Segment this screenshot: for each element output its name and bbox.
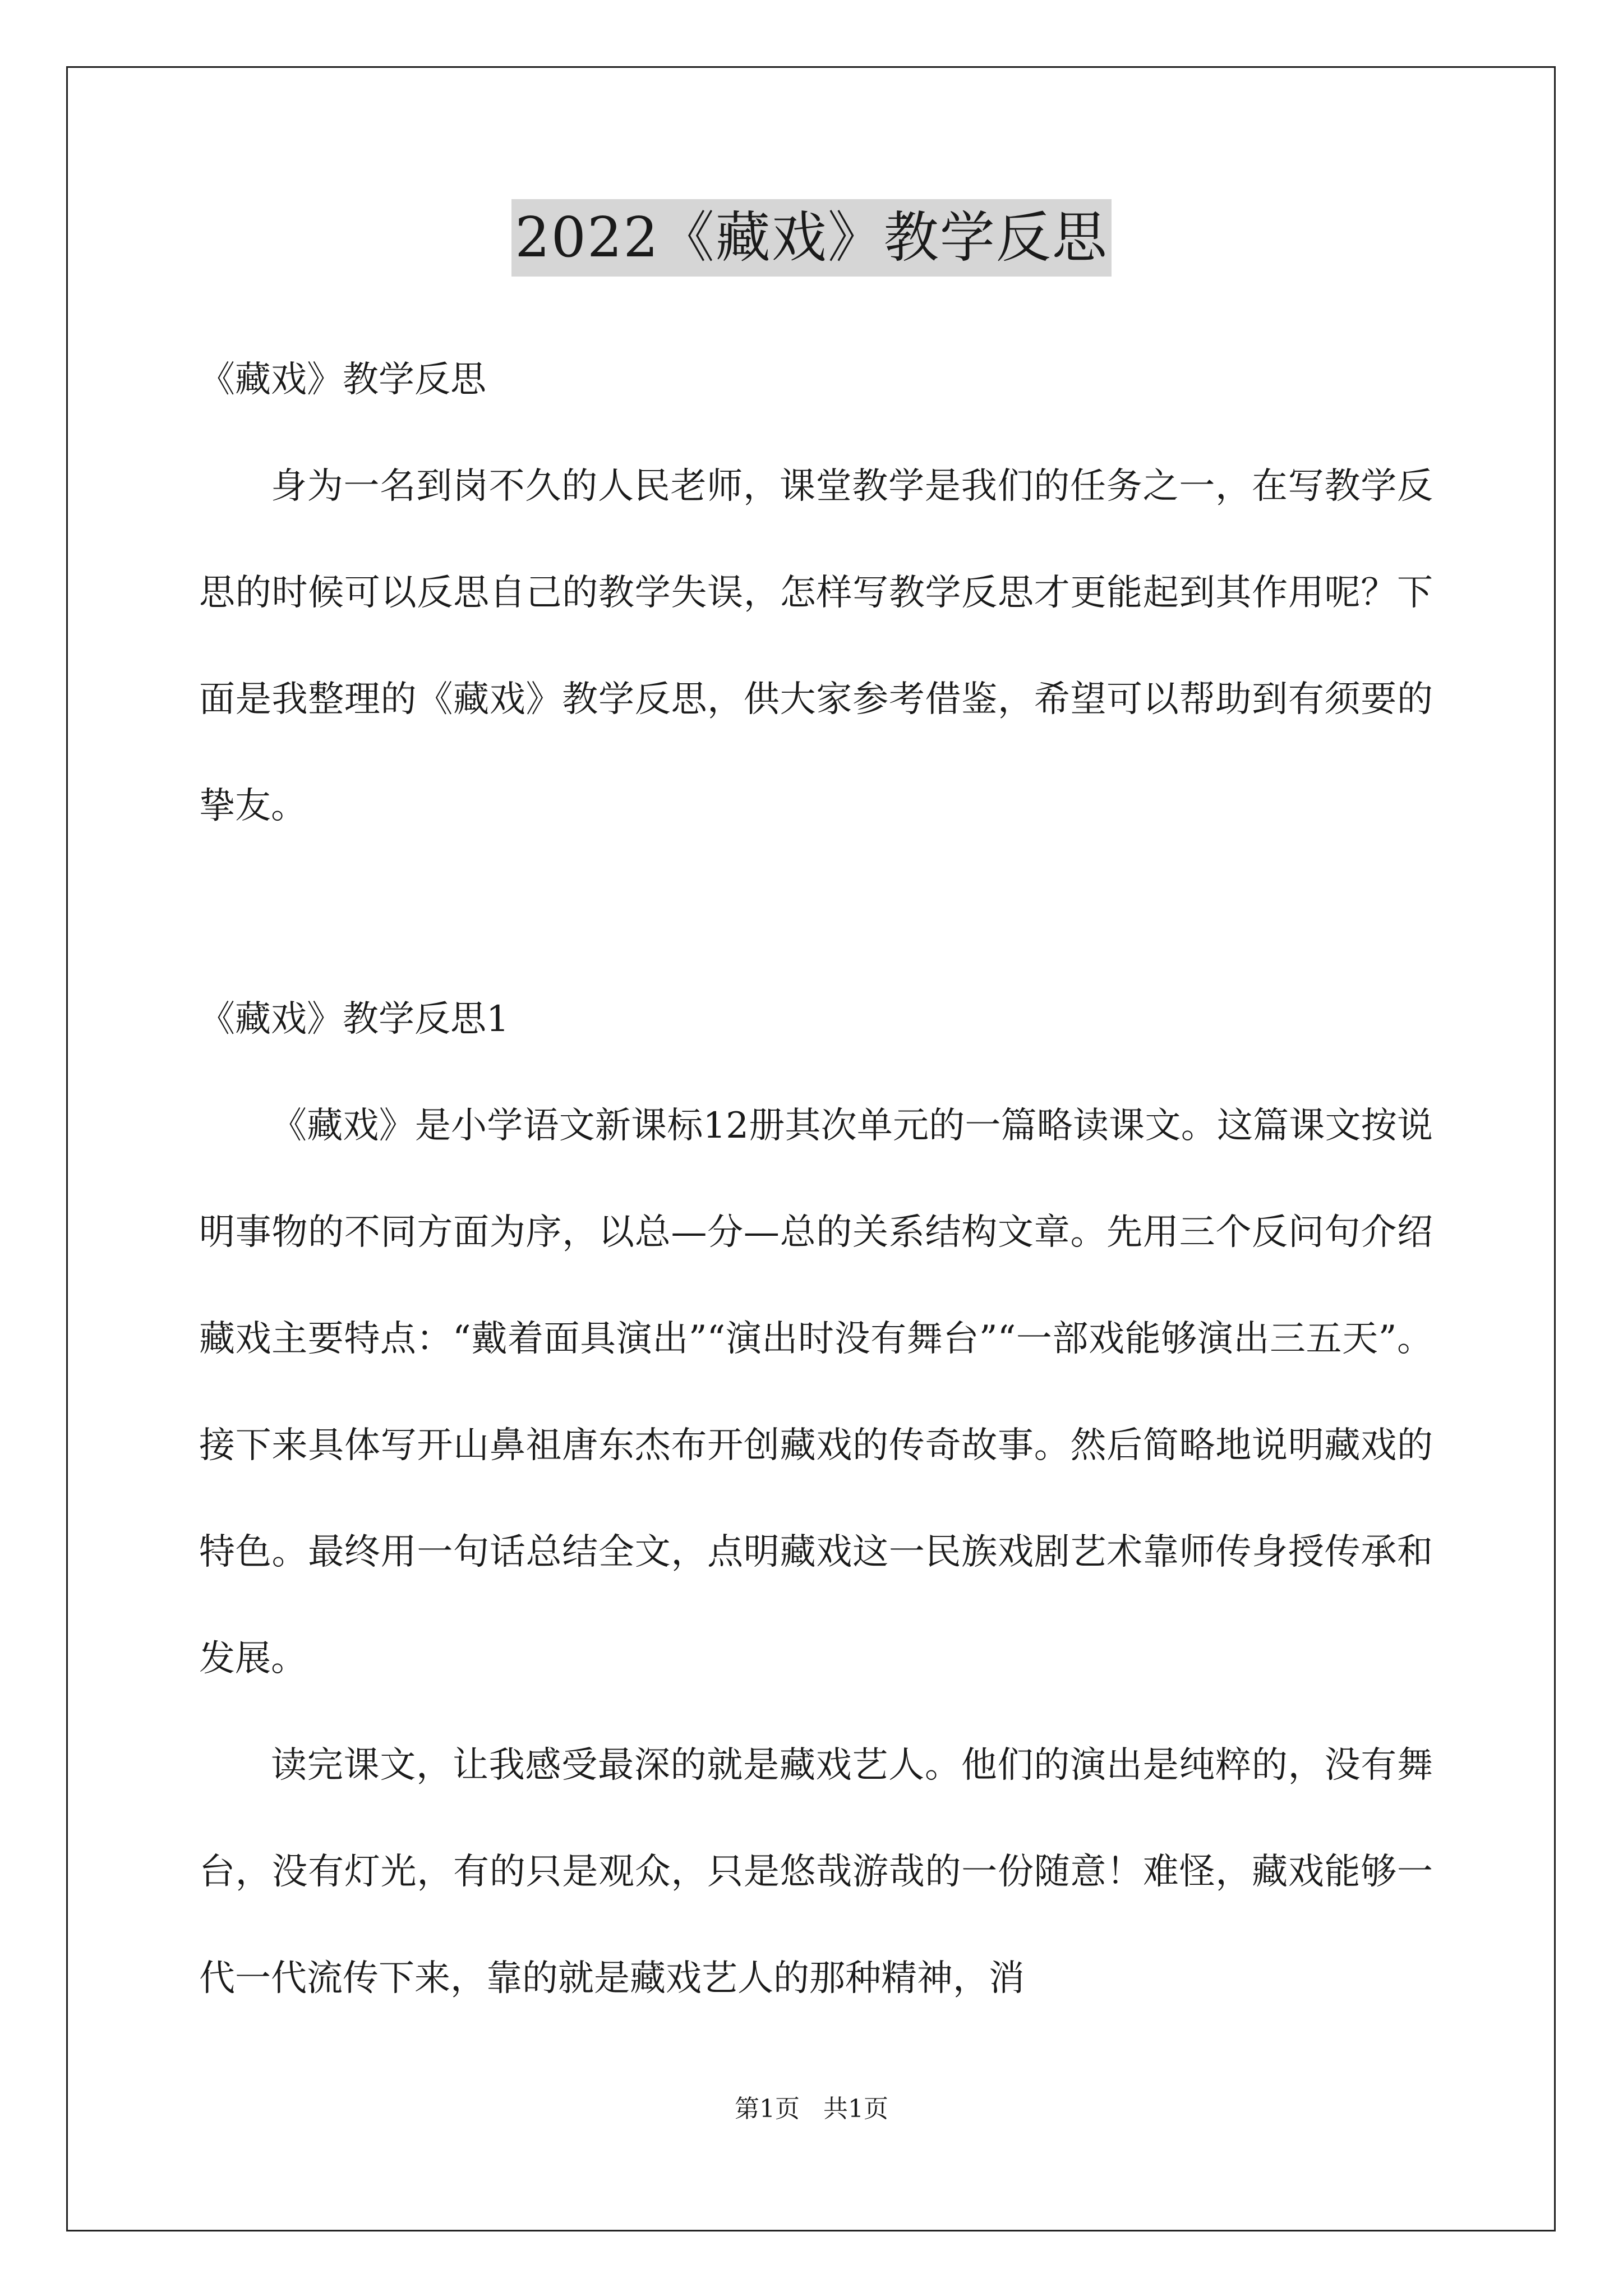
document-title: 2022《藏戏》教学反思 — [511, 199, 1111, 277]
document-subtitle: 《藏戏》教学反思 — [199, 359, 486, 401]
section1-paragraph-1: 《藏戏》是小学语文新课标12册其次单元的一篇略读课文。这篇课文按说明事物的不同方面为序，以总—分—总的关系结构文章。先用三个反问句介绍藏戏主要特点：“戴着面具演出”“演出时没有舞台”“一部戏能够演出三五天”。接下来具体写开山鼻祖唐东杰布开创藏戏的传奇故事。然后简略地说明藏戏的特色。最终用一句话总结全文，点明藏戏这一民族戏剧艺术靠师传身授传承和发展。 — [199, 1105, 1433, 1680]
title-container — [0, 199, 1623, 277]
document-body — [199, 326, 1433, 2032]
page-number-footer: 第1页 共1页 — [735, 2095, 888, 2123]
section-heading-1: 《藏戏》教学反思1 — [199, 999, 509, 1040]
intro-paragraph: 身为一名到岗不久的人民老师，课堂教学是我们的任务之一，在写教学反思的时候可以反思自己的教学失误，怎样写教学反思才更能起到其作用呢？下面是我整理的《藏戏》教学反思，供大家参考借鉴，希望可以帮助到有须要的挚友。 — [199, 466, 1433, 827]
section1-paragraph-2: 读完课文，让我感受最深的就是藏戏艺人。他们的演出是纯粹的，没有舞台，没有灯光，有的只是观众，只是悠哉游哉的一份随意！难怪，藏戏能够一代一代流传下来，靠的就是藏戏艺人的那种精神，消 — [199, 1745, 1433, 1999]
